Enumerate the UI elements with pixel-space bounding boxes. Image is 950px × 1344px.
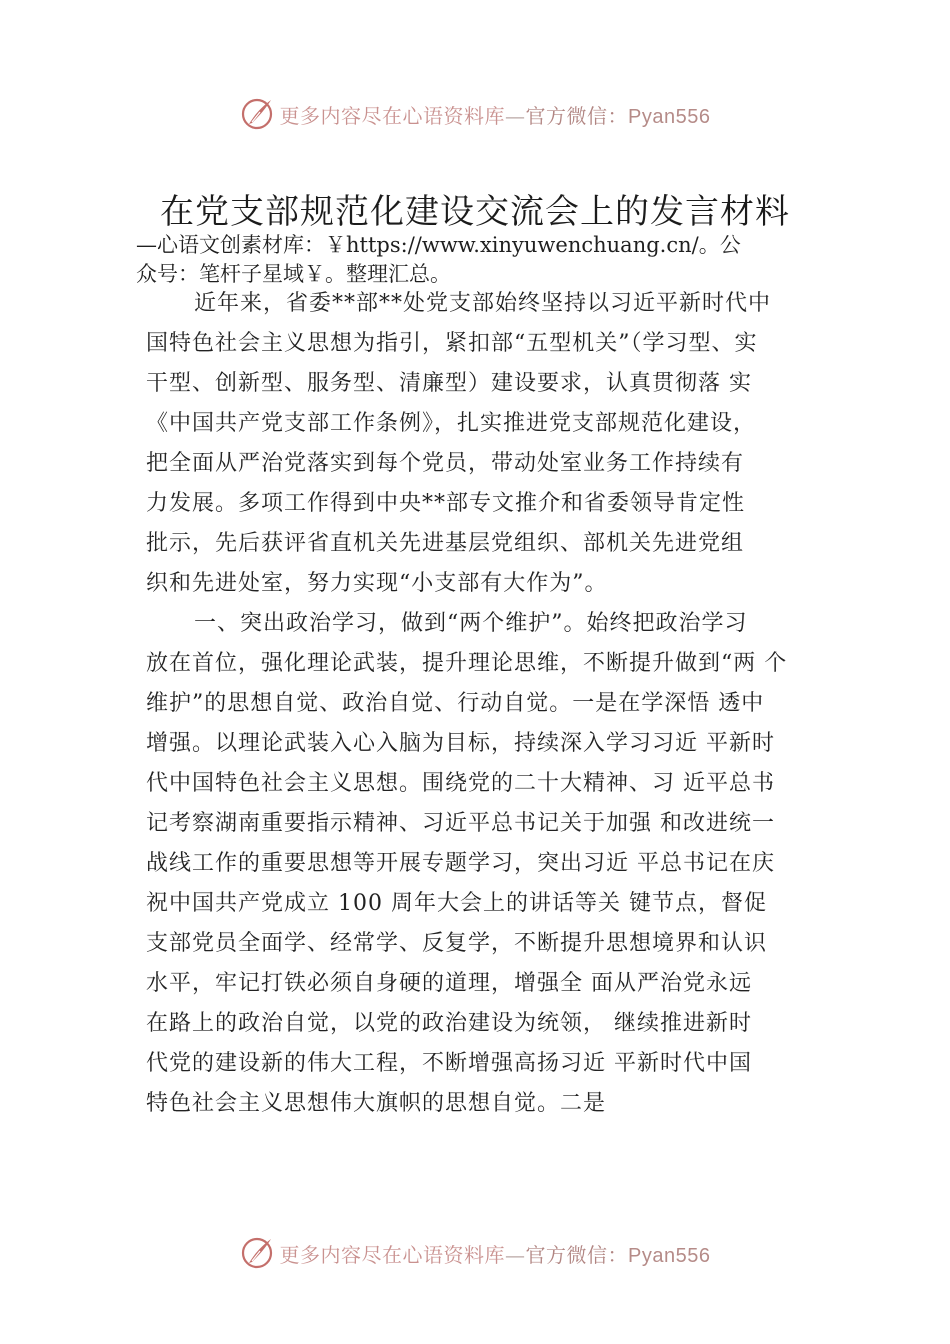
body-line: 把全面从严治党落实到每个党员，带动处室业务工作持续有	[146, 451, 745, 476]
banner-dash: —	[505, 1242, 526, 1267]
source-line: —心语文创素材库：￥https://www.xinyuwenchuang.cn/。公	[136, 233, 741, 257]
body-line: 《中国共产党支部工作条例》，扎实推进党支部规范化建设，	[146, 411, 757, 436]
document-body	[146, 284, 846, 1124]
body-line: 特色社会主义思想伟大旗帜的思想自觉。二是	[146, 1091, 607, 1116]
body-line: 代中国特色社会主义思想。围绕党的二十大精神、习 近平总书	[146, 771, 775, 796]
body-line: 增强。以理论武装入心入脑为目标，持续深入学习习近 平新时	[146, 731, 775, 756]
quill-logo-icon	[240, 1235, 276, 1271]
banner-wechat-id: Pyan556	[628, 1244, 711, 1267]
body-line: 水平，牢记打铁必须自身硬的道理，增强全 面从严治党永远	[146, 971, 752, 996]
banner-wechat-label: 官方微信：	[525, 103, 629, 128]
body-line: 支部党员全面学、经常学、反复学，不断提升思想境界和认识	[146, 931, 768, 956]
footer-banner	[0, 1233, 950, 1273]
section-heading-line: 一、突出政治学习，做到“两个维护”。始终把政治学习	[194, 611, 748, 636]
body-line: 祝中国共产党成立 100 周年大会上的讲话等关 键节点，督促	[146, 891, 767, 916]
body-line: 在路上的政治自觉，以党的政治建设为统领， 继续推进新时	[146, 1011, 752, 1036]
quill-logo-icon	[240, 96, 276, 132]
header-banner	[0, 94, 950, 134]
body-line: 维护”的思想自觉、政治自觉、行动自觉。一是在学深悟 透中	[146, 691, 765, 716]
document-title: 在党支部规范化建设交流会上的发言材料	[160, 192, 790, 232]
body-line: 力发展。多项工作得到中央**部专文推介和省委领导肯定性	[146, 491, 746, 516]
body-line: 近年来，省委**部**处党支部始终坚持以习近平新时代中	[194, 291, 772, 316]
source-line: 众号：笔杆子星域￥。整理汇总。	[136, 262, 451, 286]
banner-text	[280, 100, 711, 129]
body-line: 国特色社会主义思想为指引，紧扣部“五型机关”（学习型、实	[146, 331, 758, 356]
banner-wechat-id: Pyan556	[628, 105, 711, 128]
body-line: 代党的建设新的伟大工程，不断增强高扬习近 平新时代中国	[146, 1051, 752, 1076]
banner-brand: 更多内容尽在心语资料库	[279, 103, 506, 128]
body-line: 干型、创新型、服务型、清廉型）建设要求，认真贯彻落 实	[146, 371, 752, 396]
body-line: 战线工作的重要思想等开展专题学习，突出习近 平总书记在庆	[146, 851, 775, 876]
body-line: 记考察湖南重要指示精神、习近平总书记关于加强 和改进统一	[146, 811, 775, 836]
body-line: 织和先进处室，努力实现“小支部有大作为”。	[146, 571, 608, 596]
banner-dash: —	[505, 103, 526, 128]
body-line: 批示，先后获评省直机关先进基层党组织、部机关先进党组	[146, 531, 745, 556]
body-line: 放在首位，强化理论武装，提升理论思维，不断提升做到“两 个	[146, 651, 788, 676]
banner-text	[280, 1239, 711, 1268]
banner-brand: 更多内容尽在心语资料库	[279, 1242, 506, 1267]
banner-wechat-label: 官方微信：	[525, 1242, 629, 1267]
source-note	[136, 231, 836, 289]
